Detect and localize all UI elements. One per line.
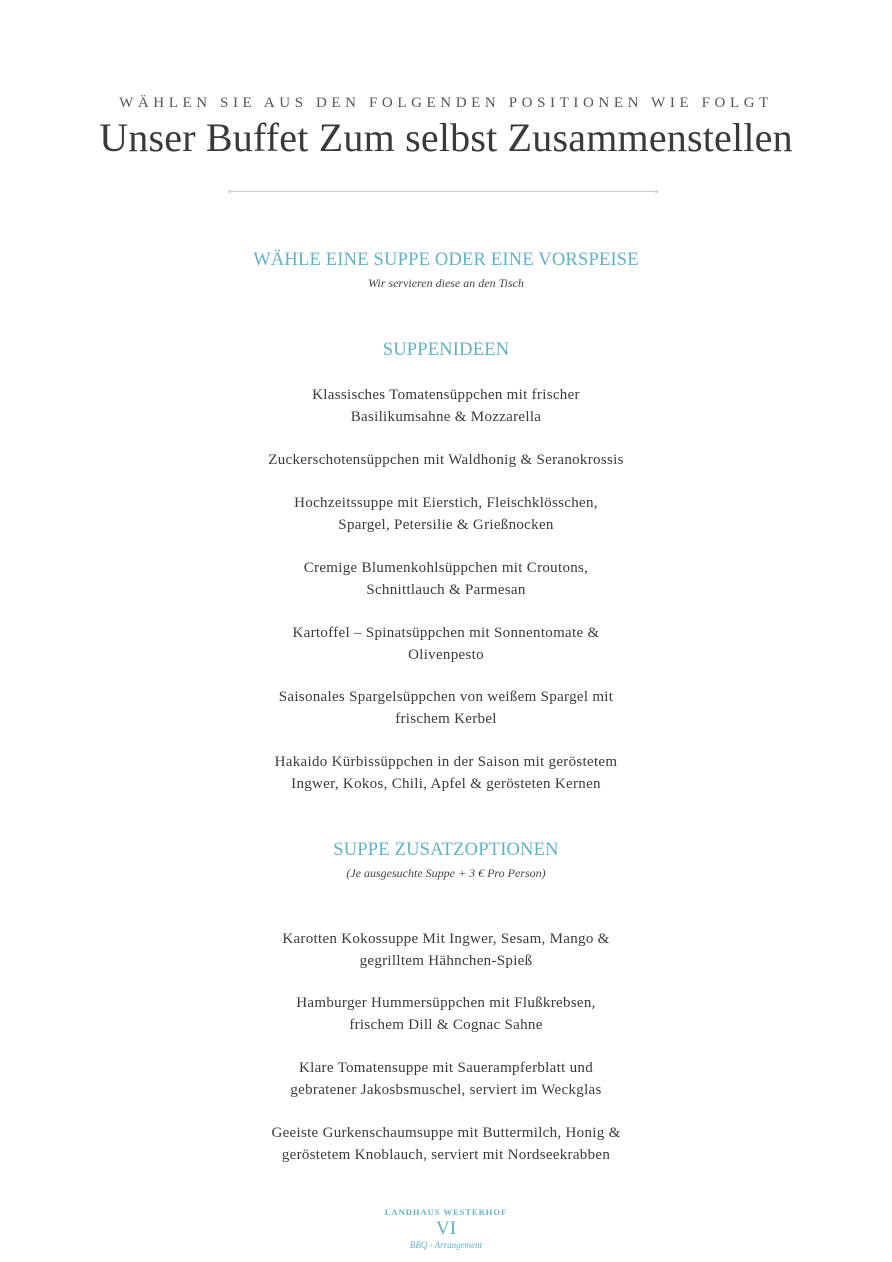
- page-number: VI: [435, 1218, 457, 1239]
- menu-item-line: gebratener Jakosbsmuschel, serviert im Weckglas: [290, 1082, 602, 1098]
- extras-subheading: (Je ausgesuchte Suppe + 3 € Pro Person): [346, 866, 546, 880]
- menu-item-line: Geeiste Gurkenschaumsuppe mit Buttermilch, Honig &: [271, 1125, 621, 1141]
- menu-item-line: Klassisches Tomatensüppchen mit frischer: [312, 387, 580, 403]
- menu-item: [0, 1122, 892, 1166]
- extras-heading: SUPPE ZUSATZOPTIONEN: [333, 840, 559, 860]
- menu-item-line: Hamburger Hummersüppchen mit Flußkrebsen,: [296, 995, 596, 1011]
- footer-brand: LANDHAUS WESTERHOF: [384, 1207, 508, 1217]
- intro-heading: WÄHLE EINE SUPPE ODER EINE VORSPEISE: [253, 250, 639, 270]
- menu-item: [0, 1057, 892, 1101]
- menu-item: [0, 492, 892, 536]
- menu-item: [0, 622, 892, 666]
- intro-subheading: Wir servieren diese an den Tisch: [368, 276, 524, 290]
- menu-item-line: Hakaido Kürbissüppchen in der Saison mit geröstetem: [274, 754, 618, 770]
- menu-item: [0, 557, 892, 601]
- menu-item-line: Zuckerschotensüppchen mit Waldhonig & Seranokrossis: [268, 452, 624, 468]
- menu-item-line: Olivenpesto: [408, 647, 484, 663]
- menu-item: [0, 384, 892, 428]
- menu-item-line: geröstetem Knoblauch, serviert mit Nordseekrabben: [281, 1147, 611, 1163]
- menu-item-line: Karotten Kokossuppe Mit Ingwer, Sesam, Mango &: [282, 931, 610, 947]
- title-divider: [230, 191, 656, 192]
- menu-item-line: Kartoffel – Spinatsüppchen mit Sonnentomate &: [292, 625, 600, 641]
- menu-item: [0, 686, 892, 730]
- menu-item-line: Hochzeitssuppe mit Eierstich, Fleischklösschen,: [294, 495, 598, 511]
- menu-item-line: Klare Tomatensuppe mit Sauerampferblatt und: [299, 1060, 593, 1076]
- menu-item-line: Schnittlauch & Parmesan: [366, 582, 526, 598]
- footer-subtitle: BBQ - Arrangement: [409, 1240, 483, 1250]
- menu-item-line: gegrilltem Hähnchen-Spieß: [359, 953, 533, 969]
- menu-item-line: Basilikumsahne & Mozzarella: [350, 409, 542, 425]
- menu-item-line: Spargel, Petersilie & Grießnocken: [338, 517, 554, 533]
- menu-item-line: Ingwer, Kokos, Chili, Apfel & gerösteten Kernen: [291, 776, 601, 792]
- menu-item-line: Saisonales Spargelsüppchen von weißem Spargel mit: [278, 689, 614, 705]
- menu-item: [0, 449, 892, 471]
- menu-item: [0, 751, 892, 795]
- page-title: Unser Buffet Zum selbst Zusammenstellen: [99, 115, 793, 160]
- menu-item-line: Cremige Blumenkohlsüppchen mit Croutons,: [303, 560, 589, 576]
- menu-item-line: frischem Kerbel: [395, 711, 497, 727]
- menu-item-line: frischem Dill & Cognac Sahne: [349, 1017, 543, 1033]
- soups-heading: SUPPENIDEEN: [382, 340, 510, 360]
- menu-item: [0, 928, 892, 972]
- page-eyebrow: WÄHLEN SIE AUS DEN FOLGENDEN POSITIONEN WIE FOLGT: [119, 95, 773, 111]
- menu-item: [0, 992, 892, 1036]
